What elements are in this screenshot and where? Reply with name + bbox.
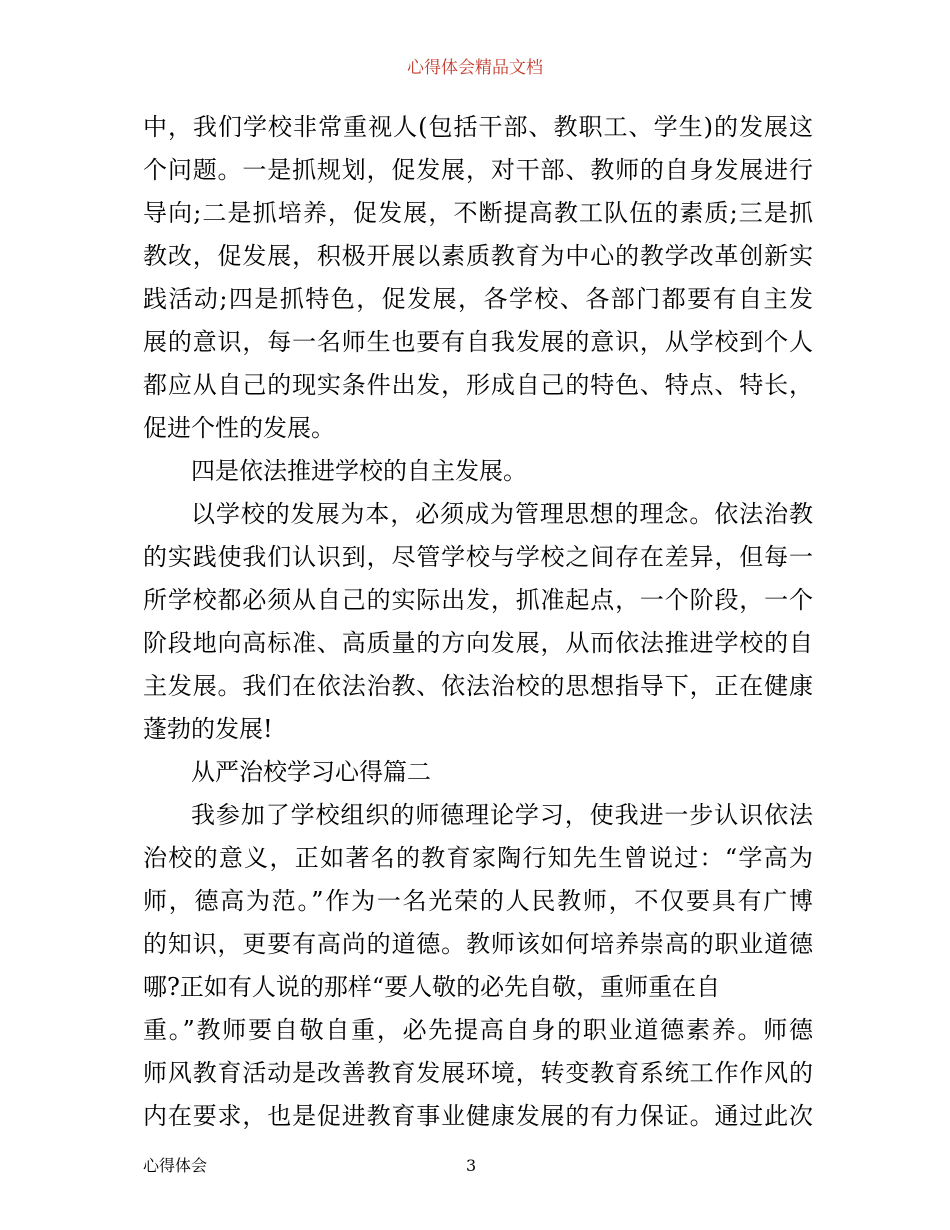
paragraph-continuation bbox=[143, 106, 813, 450]
document-body bbox=[143, 106, 813, 1138]
paragraph-rule-of-law bbox=[143, 493, 813, 751]
text-line: 师风教育活动是改善教育发展环境，转变教育系统工作作风的 bbox=[143, 1059, 813, 1087]
text-line: 阶段地向高标准、高质量的方向发展，从而依法推进学校的自 bbox=[143, 629, 813, 657]
text-line: 哪?正如有人说的那样“要人敬的必先自敬，重师重在自 bbox=[143, 973, 721, 1001]
text-line: 促进个性的发展。 bbox=[143, 414, 335, 442]
section-heading-2: 从严治校学习心得篇二 bbox=[191, 758, 431, 786]
text-line: 蓬勃的发展! bbox=[143, 715, 273, 743]
text-line: 内在要求，也是促进教育事业健康发展的有力保证。通过此次 bbox=[143, 1102, 813, 1130]
text-line: 践活动;四是抓特色，促发展，各学校、各部门都要有自主发 bbox=[143, 285, 813, 313]
footer-label: 心得体会 bbox=[143, 1156, 208, 1175]
page-number: 3 bbox=[466, 1156, 477, 1175]
text-line: 师，德高为范。”作为一名光荣的人民教师，不仅要具有广博 bbox=[143, 887, 813, 915]
text-line: 展的意识，每一名师生也要有自我发展的意识，从学校到个人 bbox=[143, 328, 813, 356]
paragraph-teacher-ethics bbox=[143, 794, 813, 1138]
text-line: 所学校都必须从自己的实际出发，抓准起点，一个阶段，一个 bbox=[143, 586, 813, 614]
text-line: 都应从自己的现实条件出发，形成自己的特色、特点、特长， bbox=[143, 371, 813, 399]
section-heading-1: 四是依法推进学校的自主发展。 bbox=[191, 457, 527, 485]
text-line: 中，我们学校非常重视人(包括干部、教职工、学生)的发展这 bbox=[143, 113, 813, 141]
text-line: 我参加了学校组织的师德理论学习，使我进一步认识依法 bbox=[191, 801, 813, 829]
text-line: 的知识，更要有高尚的道德。教师该如何培养崇高的职业道德 bbox=[143, 930, 813, 958]
text-line: 治校的意义，正如著名的教育家陶行知先生曾说过：“学高为 bbox=[143, 844, 813, 872]
text-line: 重。”教师要自敬自重，必先提高自身的职业道德素养。师德 bbox=[143, 1016, 813, 1044]
text-line: 的实践使我们认识到，尽管学校与学校之间存在差异，但每一 bbox=[143, 543, 813, 571]
text-line: 教改，促发展，积极开展以素质教育为中心的教学改革创新实 bbox=[143, 242, 813, 270]
text-line: 主发展。我们在依法治教、依法治校的思想指导下，正在健康 bbox=[143, 672, 813, 700]
page-header-title: 心得体会精品文档 bbox=[407, 58, 543, 78]
text-line: 个问题。一是抓规划，促发展，对干部、教师的自身发展进行 bbox=[143, 156, 813, 184]
text-line: 导向;二是抓培养，促发展，不断提高教工队伍的素质;三是抓 bbox=[143, 199, 813, 227]
text-line: 以学校的发展为本，必须成为管理思想的理念。依法治教 bbox=[191, 500, 813, 528]
